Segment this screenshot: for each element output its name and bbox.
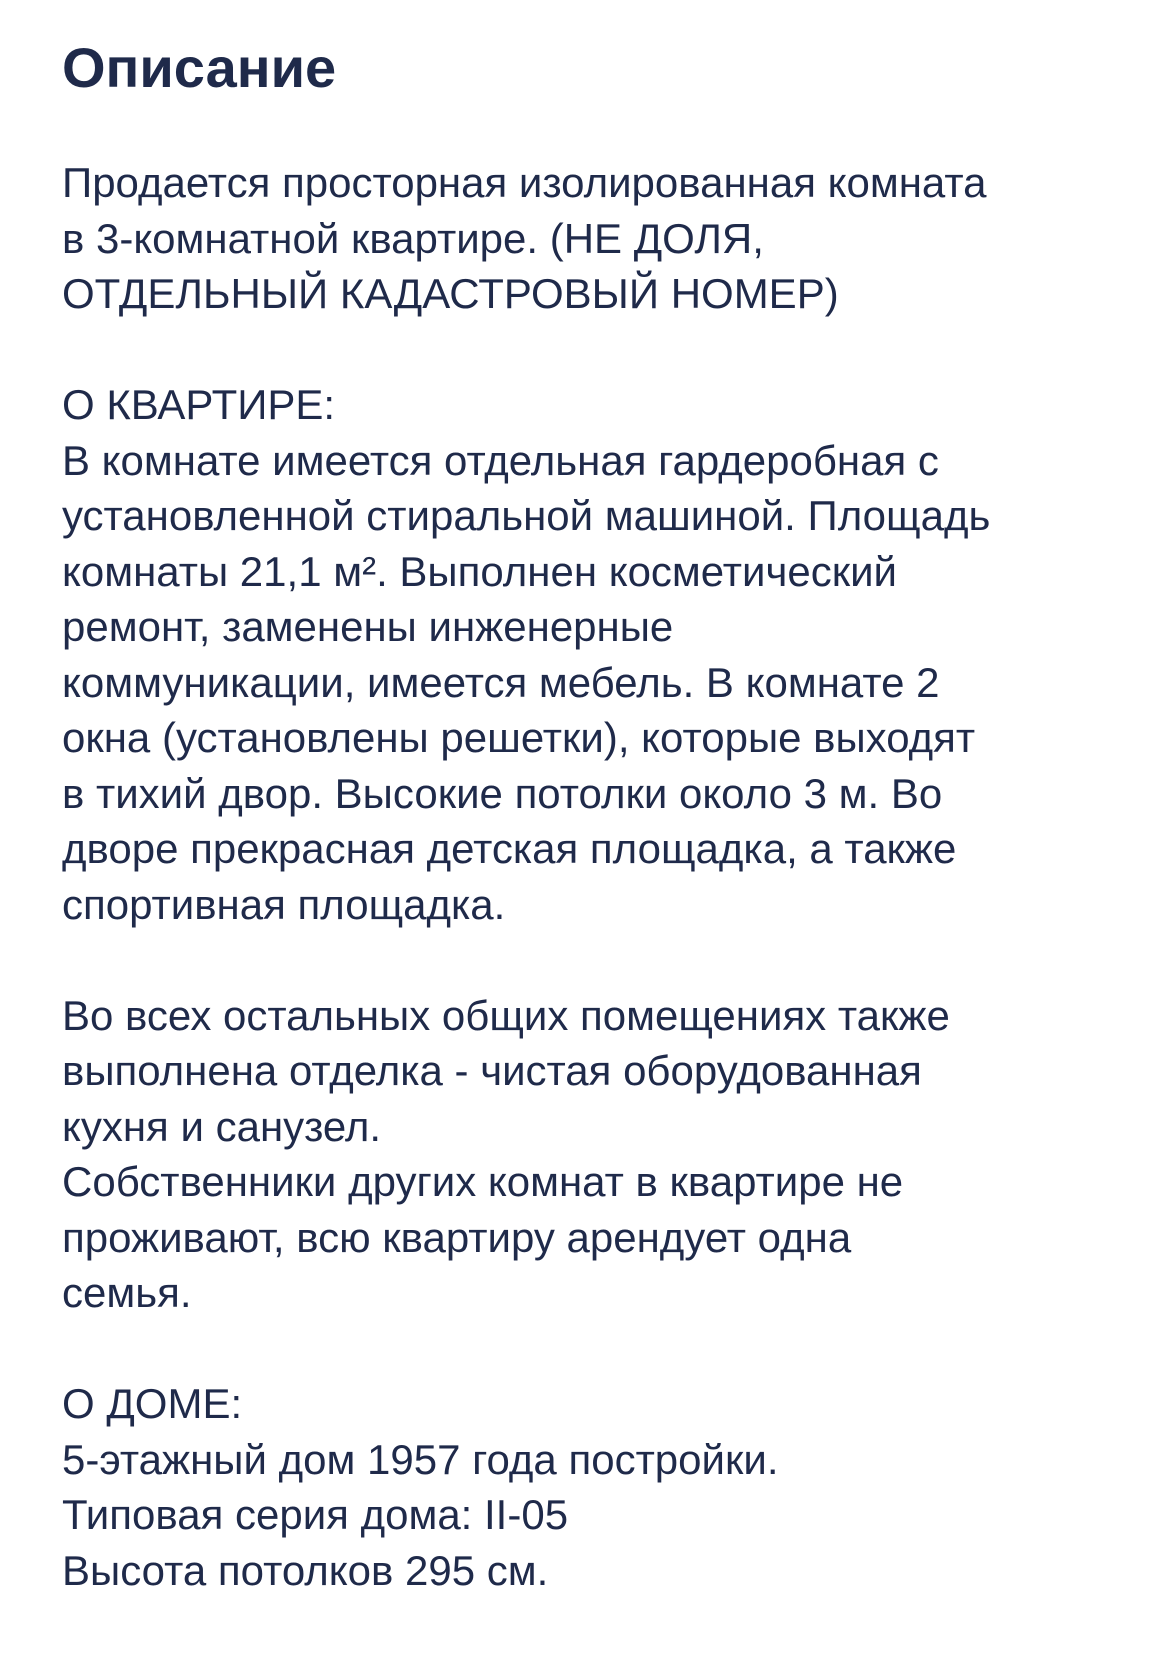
description-line: выполнена отделка - чистая оборудованная bbox=[62, 1047, 922, 1094]
description-text bbox=[62, 155, 1142, 1598]
paragraph-spacer bbox=[62, 322, 1142, 378]
description-line: окна (установлены решетки), которые выходят bbox=[62, 714, 976, 761]
description-line: дворе прекрасная детская площадка, а также bbox=[62, 825, 957, 872]
description-line: проживают, всю квартиру арендует одна bbox=[62, 1213, 852, 1261]
description-line: 5-этажный дом 1957 года постройки. bbox=[62, 1435, 779, 1483]
description-line: О КВАРТИРЕ: bbox=[62, 381, 336, 428]
description-line: Во всех остальных общих помещениях также bbox=[62, 991, 950, 1039]
description-line: В комнате имеется отдельная гардеробная с bbox=[62, 436, 939, 484]
description-line: кухня и санузел. bbox=[62, 1102, 382, 1150]
section-title: Описание bbox=[62, 36, 337, 99]
description-line: ОТДЕЛЬНЫЙ КАДАСТРОВЫЙ НОМЕР) bbox=[62, 270, 839, 317]
description-line: Продается просторная изолированная комната bbox=[62, 159, 987, 206]
paragraph-spacer bbox=[62, 932, 1142, 988]
description-line: ремонт, заменены инженерные bbox=[62, 603, 674, 650]
description-line: установленной стиральной машиной. Площадь bbox=[62, 492, 991, 539]
description-line: спортивная площадка. bbox=[62, 880, 506, 928]
description-line: в 3-комнатной квартире. (НЕ ДОЛЯ, bbox=[62, 214, 764, 262]
paragraph-spacer bbox=[62, 1321, 1142, 1377]
description-line: Собственники других комнат в квартире не bbox=[62, 1158, 904, 1205]
description-line: Высота потолков 295 см. bbox=[62, 1546, 549, 1594]
description-line: Типовая серия дома: II-05 bbox=[62, 1491, 569, 1538]
description-line: семья. bbox=[62, 1269, 192, 1316]
description-line: коммуникации, имеется мебель. В комнате 2 bbox=[62, 658, 940, 706]
description-line: в тихий двор. Высокие потолки около 3 м. Во bbox=[62, 769, 943, 817]
description-line: комнаты 21,1 м². Выполнен косметический bbox=[62, 547, 897, 595]
description-line: О ДОМЕ: bbox=[62, 1380, 243, 1427]
